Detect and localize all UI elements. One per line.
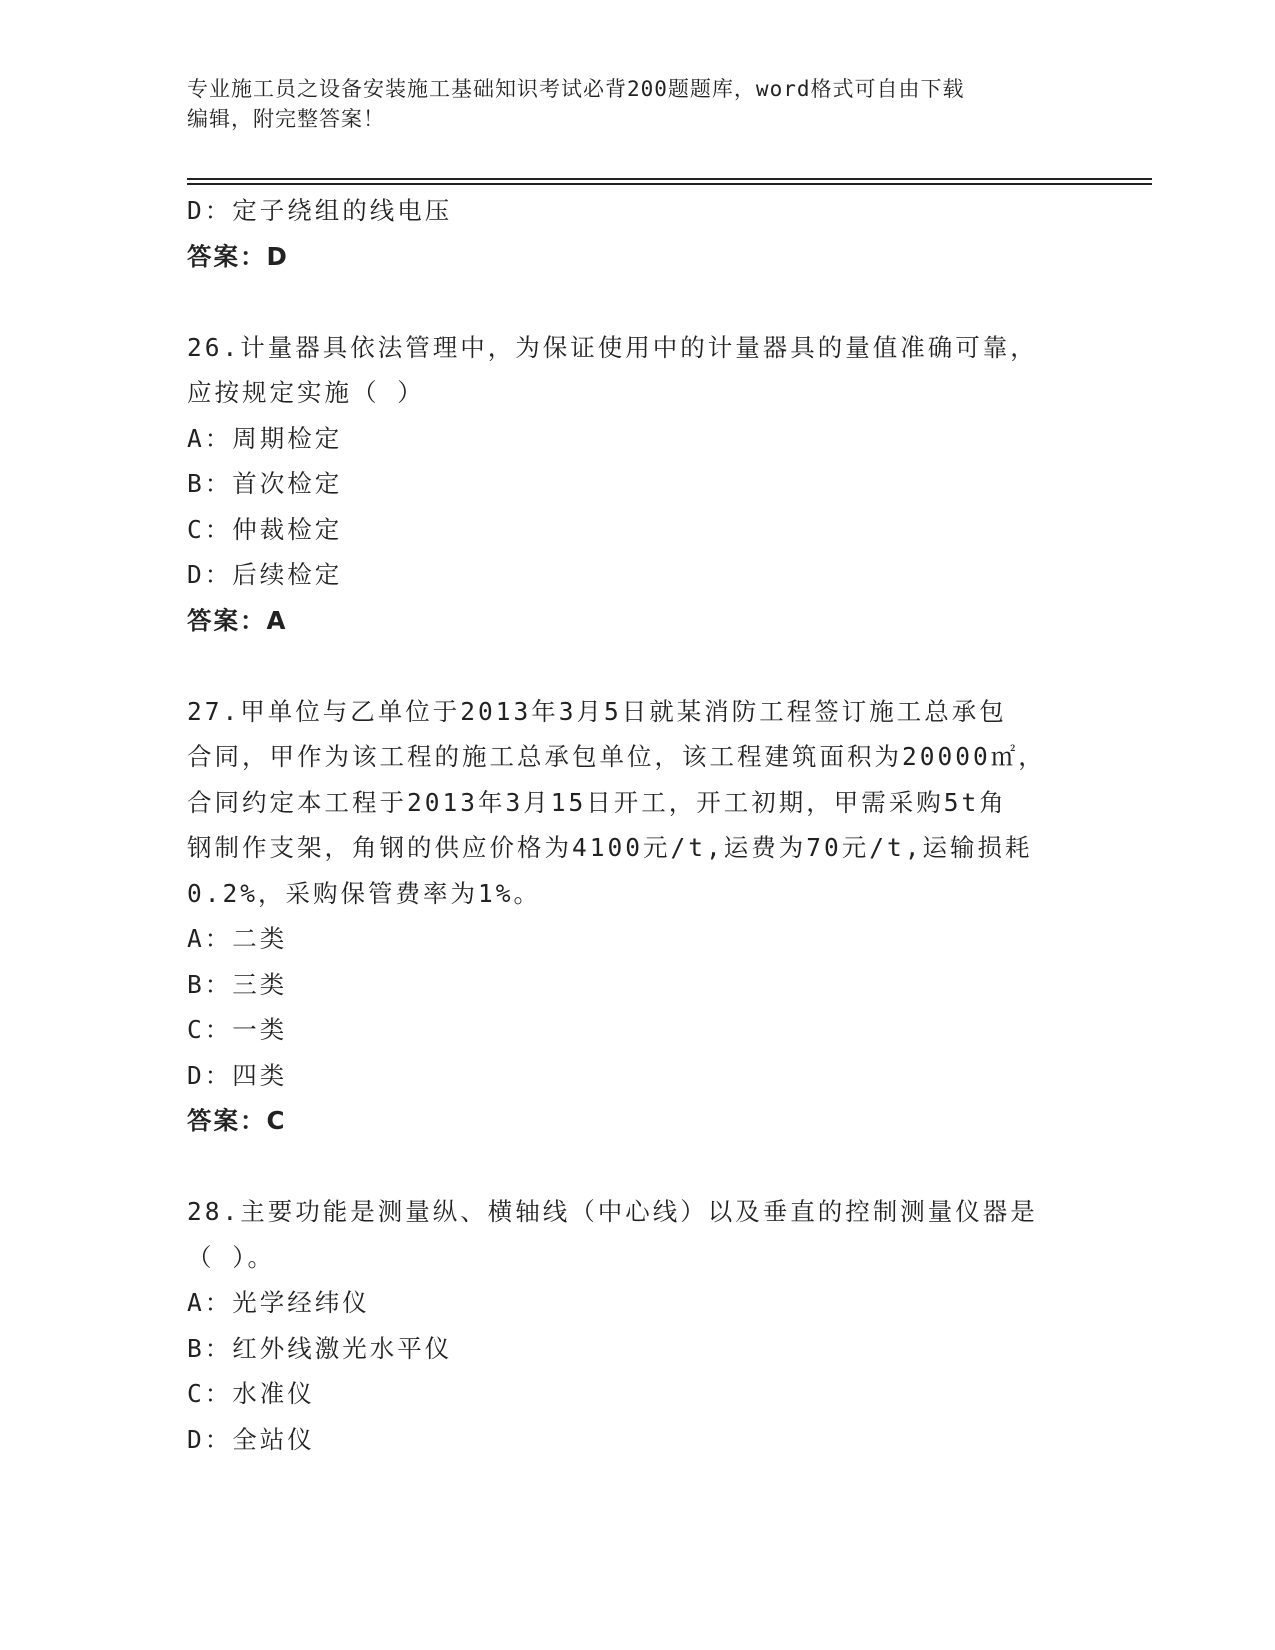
q26-option-c: C：仲裁检定 [187,514,343,544]
question-27 [187,689,1067,1144]
question-25 [187,188,1067,279]
q25-answer: 答案：D [187,241,289,271]
q27-stem-line-5: 0.2%，采购保管费率为1%。 [187,878,542,908]
q27-option-c: C：一类 [187,1015,288,1044]
q28-stem-line-1: 28.主要功能是测量纵、横轴线（中心线）以及垂直的控制测量仪器是 [187,1197,1038,1226]
q27-stem-line-2: 合同，甲作为该工程的施工总承包单位，该工程建筑面积为20000㎡， [187,742,1046,771]
header-divider-bottom [187,183,1152,185]
q26-option-d: D：后续检定 [187,560,343,589]
spacer [187,643,1067,689]
q28-option-c: C：水准仪 [187,1379,315,1408]
q28-option-d: D：全站仪 [187,1424,315,1454]
spacer [187,279,1067,325]
q26-stem-line-1: 26.计量器具依法管理中，为保证使用中的计量器具的量值准确可靠， [187,332,1038,362]
question-26 [187,325,1067,644]
q27-stem-line-3: 合同约定本工程于2013年3月15日开工，开工初期，甲需采购5t角 [187,787,1007,817]
q27-stem-line-1: 27.甲单位与乙单位于2013年3月5日就某消防工程签订施工总承包 [187,696,1007,726]
page-header [187,74,1067,134]
q26-answer: 答案：A [187,605,288,635]
header-line-1: 专业施工员之设备安装施工基础知识考试必背200题题库，word格式可自由下载 [187,77,965,101]
spacer [187,1144,1067,1190]
q27-stem-line-4: 钢制作支架，角钢的供应价格为4100元/t,运费为70元/t,运输损耗 [187,833,1033,862]
document-body [187,188,1067,1462]
header-divider-top [187,178,1152,180]
q28-option-b: B：红外线激光水平仪 [187,1333,453,1363]
q26-option-b: B：首次检定 [187,469,343,498]
q26-stem-line-2: 应按规定实施（ ） [187,378,425,407]
q28-stem-line-2: （ ）。 [187,1242,275,1272]
header-line-2: 编辑，附完整答案！ [187,107,385,131]
q27-option-a: A：二类 [187,924,288,953]
q27-option-b: B：三类 [187,969,288,999]
q27-option-d: D：四类 [187,1060,288,1090]
q27-answer: 答案：C [187,1106,287,1135]
q26-option-a: A：周期检定 [187,423,343,453]
question-28 [187,1189,1067,1462]
q25-option-d: D：定子绕组的线电压 [187,196,453,225]
q28-option-a: A：光学经纬仪 [187,1288,370,1317]
